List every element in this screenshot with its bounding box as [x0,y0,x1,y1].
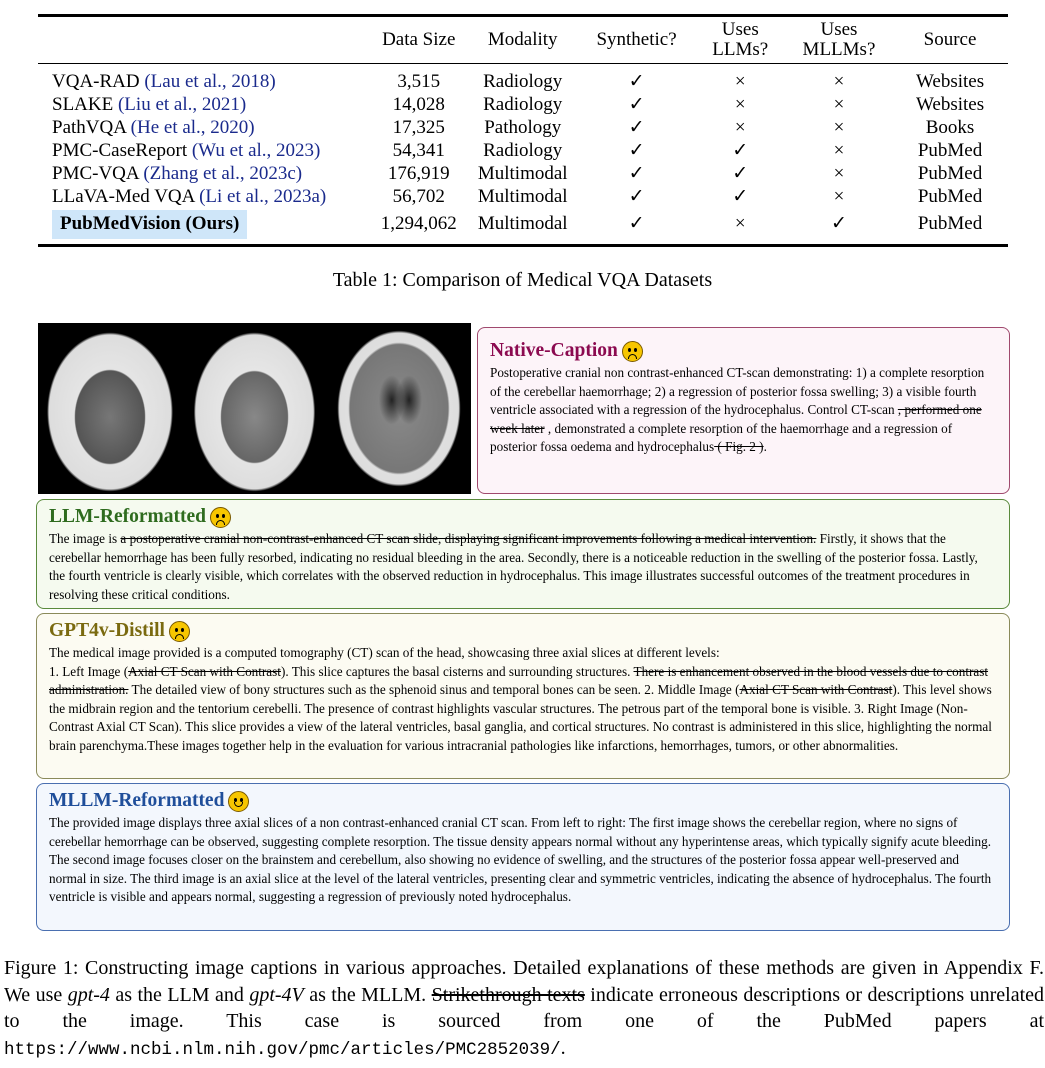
box-title [49,788,997,814]
caption-segment: The medical image provided is a computed tomography (CT) scan of the head, showcasing three axial slices at different levels: 1. Left Image ( [49,645,720,679]
llm-cell: × [734,213,746,234]
native-caption-box [477,327,1010,494]
caption-segment: ). This slice captures the basal cisterns and surrounding structures. [280,663,634,679]
mllm-reformatted-box [36,783,1010,931]
caption-segment: The provided image displays three axial slices of a non contrast-enhanced cranial CT scan. From left to right: The first image shows the cerebellar region, where no signs of cerebellar hemorrhage can be observed, suggesting complete resorption. The tissue density appears normal without any hyperintense areas, which typically signify acute bleeding. The second image focuses closer on the brainstem and cerebellum, also showing no evidence of swelling, and the structures of the posterior fossa appear well-preserved and normal in size. The third image is an axial slice at the level of the lateral ventricles, presenting clear and symmetric ventricles, indicating the absence of hydrocephalus. The fourth ventricle is visible and appears normal, suggesting a regression of previously noted hydrocephalus. [49,815,992,905]
caption-model-mllm: gpt-4V [249,983,304,1006]
mllm-cell: × [833,163,845,184]
synthetic-cell: ✓ [628,213,645,234]
modality-cell: Multimodal [477,186,568,207]
dataset-cell [38,185,370,208]
citation-link[interactable]: (Zhang et al., 2023c) [143,163,303,184]
synthetic-cell: ✓ [628,140,645,161]
ct-slice-left [38,323,182,494]
dataset-name: PMC-VQA [52,163,139,184]
ct-slice-middle [182,323,326,494]
column-header: Synthetic? [596,29,677,50]
dataset-cell [38,162,370,185]
citation-link[interactable]: (Liu et al., 2021) [117,94,247,115]
citation-link[interactable]: (Lau et al., 2018) [144,71,276,92]
modality-cell: Multimodal [477,163,568,184]
synthetic-cell: ✓ [628,71,645,92]
caption-segment: The image is [49,531,121,546]
comparison-table [38,16,1008,239]
box-title-text: GPT4v-Distill [49,620,165,641]
dataset-name: PathVQA [52,117,126,138]
strikethrough-text: Axial CT Scan with Contrast [128,663,281,679]
table-caption: Table 1: Comparison of Medical VQA Datasets [332,269,713,291]
ct-slice-right [327,323,471,494]
llm-cell: × [734,71,746,92]
mllm-cell: × [833,186,845,207]
strikethrough-text: There is enhancement observed in the blood vessels due to contrast administration. [49,663,989,698]
synthetic-cell: ✓ [628,117,645,138]
dataset-name: VQA-RAD [52,71,140,92]
strikethrough-text: Axial CT Scan with Contrast [739,682,893,698]
table-row [38,185,1008,208]
llm-cell: ✓ [732,140,749,161]
strikethrough-example: Strikethrough texts [431,983,585,1006]
modality-cell: Radiology [483,94,563,115]
table-row [38,64,1008,93]
source-cell: Books [925,117,975,138]
box-title-text: Native-Caption [490,340,618,361]
caption-segment: , demonstrated a complete resorption of the haemorrhage and a regression of posterior fossa oedema and hydrocephalus [490,420,953,455]
llm-cell: ✓ [732,163,749,184]
sad-face-icon [169,621,190,642]
llm-cell: ✓ [732,186,749,207]
synthetic-cell: ✓ [628,94,645,115]
column-header: Modality [487,29,558,50]
modality-cell: Radiology [483,140,563,161]
table-row [38,162,1008,185]
caption-text: as the MLLM. [303,983,432,1006]
strikethrough-text: a postoperative cranial non-contrast-enhanced CT scan slide, displaying significant improvements following a medical intervention. [120,531,817,546]
citation-link[interactable]: (Li et al., 2023a) [199,186,327,207]
caption-model-llm: gpt-4 [67,983,110,1006]
dataset-cell [38,64,370,93]
source-cell: Websites [915,94,985,115]
size-cell: 176,919 [387,163,450,184]
source-cell: Websites [915,71,985,92]
table-body [38,64,1008,239]
sad-face-icon [210,507,231,528]
source-cell: PubMed [917,140,983,161]
table-header-row [38,16,1008,64]
box-title [49,504,997,530]
synthetic-cell: ✓ [628,163,645,184]
mllm-cell: × [833,71,845,92]
source-cell: PubMed [917,186,983,207]
box-caption-text [49,530,997,604]
modality-cell: Radiology [483,71,563,92]
size-cell: 17,325 [392,117,445,138]
dataset-cell [38,116,370,139]
caption-segment: . [763,439,767,455]
table-bottom-rule [38,244,1008,247]
dataset-name: SLAKE [52,94,114,115]
strikethrough-text: ( Fig. 2 ) [714,439,764,455]
dataset-name: PMC-CaseReport [52,140,188,161]
box-title [49,618,997,644]
dataset-cell [38,93,370,116]
column-header: Uses LLMs? [712,19,769,60]
box-caption-text [490,364,997,457]
source-cell: PubMed [917,163,983,184]
modality-cell: Pathology [484,117,562,138]
source-url-link[interactable]: https://www.ncbi.nlm.nih.gov/pmc/articles/PMC2852039/ [4,1039,561,1060]
dataset-cell [38,208,370,239]
table-row [38,93,1008,116]
box-caption-text [49,814,997,907]
table-row [38,139,1008,162]
citation-link[interactable]: (Wu et al., 2023) [191,140,321,161]
caption-text: . [560,1036,566,1059]
happy-face-icon [228,791,249,812]
gpt4v-distill-box [36,613,1010,779]
llm-cell: × [734,94,746,115]
box-title-text: LLM-Reformatted [49,506,207,527]
box-caption-text [49,644,997,756]
dataset-cell [38,139,370,162]
llm-cell: × [734,117,746,138]
box-title [490,338,997,364]
box-title-text: MLLM-Reformatted [49,790,225,811]
column-header: Data Size [382,29,456,50]
caption-segment: ). This level shows the midbrain region and the tentorium cerebelli. The presence of contrast highlights vascular structures. The petrous part of the temporal bone is visible. 3. Right Image (Non-Contrast Axial CT Scan). This slice provides a view of the lateral ventricles, basal ganglia, and cortical structures. No contrast is administered in this slice, highlighting the normal brain parenchyma.These images together help in the evaluation for various intracranial pathologies like infarctions, hemorrhages, tumors, or other abnormalities. [49,682,992,753]
size-cell: 54,341 [392,140,445,161]
strikethrough-text: , performed one week later [490,402,982,436]
ct-scan-image [38,323,471,494]
dataset-name: LLaVA-Med VQA [52,186,195,207]
figure-caption [4,955,1044,1063]
mllm-cell: ✓ [831,213,847,234]
caption-segment: Postoperative cranial non contrast-enhanced CT-scan demonstrating: 1) a complete resorption of the cerebellar haemorrhage; 2) a regression of posterior fossa swelling; 3) a visible fourth ventricle associated with a regression of the hydrocephalus. Control CT-scan [490,365,985,418]
mllm-cell: × [833,94,845,115]
caption-text: indicate erroneous descriptions or descriptions unrelated to the image. This case is sourced from one of the PubMed papers at [4,983,1045,1032]
size-cell: 14,028 [392,94,445,115]
size-cell: 3,515 [397,71,441,92]
mllm-cell: × [833,117,845,138]
caption-segment: The detailed view of bony structures such as the sphenoid sinus and temporal bones can be seen. 2. Middle Image ( [128,682,740,698]
size-cell: 56,702 [392,186,445,207]
sad-face-icon [622,341,643,362]
citation-link[interactable]: (He et al., 2020) [130,117,255,138]
table-row [38,208,1008,239]
table-row [38,116,1008,139]
synthetic-cell: ✓ [628,186,645,207]
dataset-name: PubMedVision (Ours) [52,210,247,239]
caption-text: Figure 1: Constructing image captions in various approaches. Detailed explanations of these methods are given in Appendix F. We use [4,957,1044,1006]
caption-text: as the LLM and [109,983,250,1006]
llm-reformatted-box [36,499,1010,609]
source-cell: PubMed [917,213,983,234]
caption-segment: Firstly, it shows that the cerebellar hemorrhage has been fully resorbed, indicating no residual bleeding in the area. Secondly, there is a noticeable reduction in the swelling of the posterior fossa. Lastly, the fourth ventricle is clearly visible, which correlates with the observed reduction in hydrocephalus. This image illustrates successful outcomes of the treatment procedures in resolving these critical conditions. [49,531,978,602]
size-cell: 1,294,062 [380,213,457,234]
mllm-cell: × [833,140,845,161]
column-header: Source [923,29,977,50]
column-header: Uses MLLMs? [802,19,876,60]
column-header [38,16,370,64]
modality-cell: Multimodal [477,213,568,234]
